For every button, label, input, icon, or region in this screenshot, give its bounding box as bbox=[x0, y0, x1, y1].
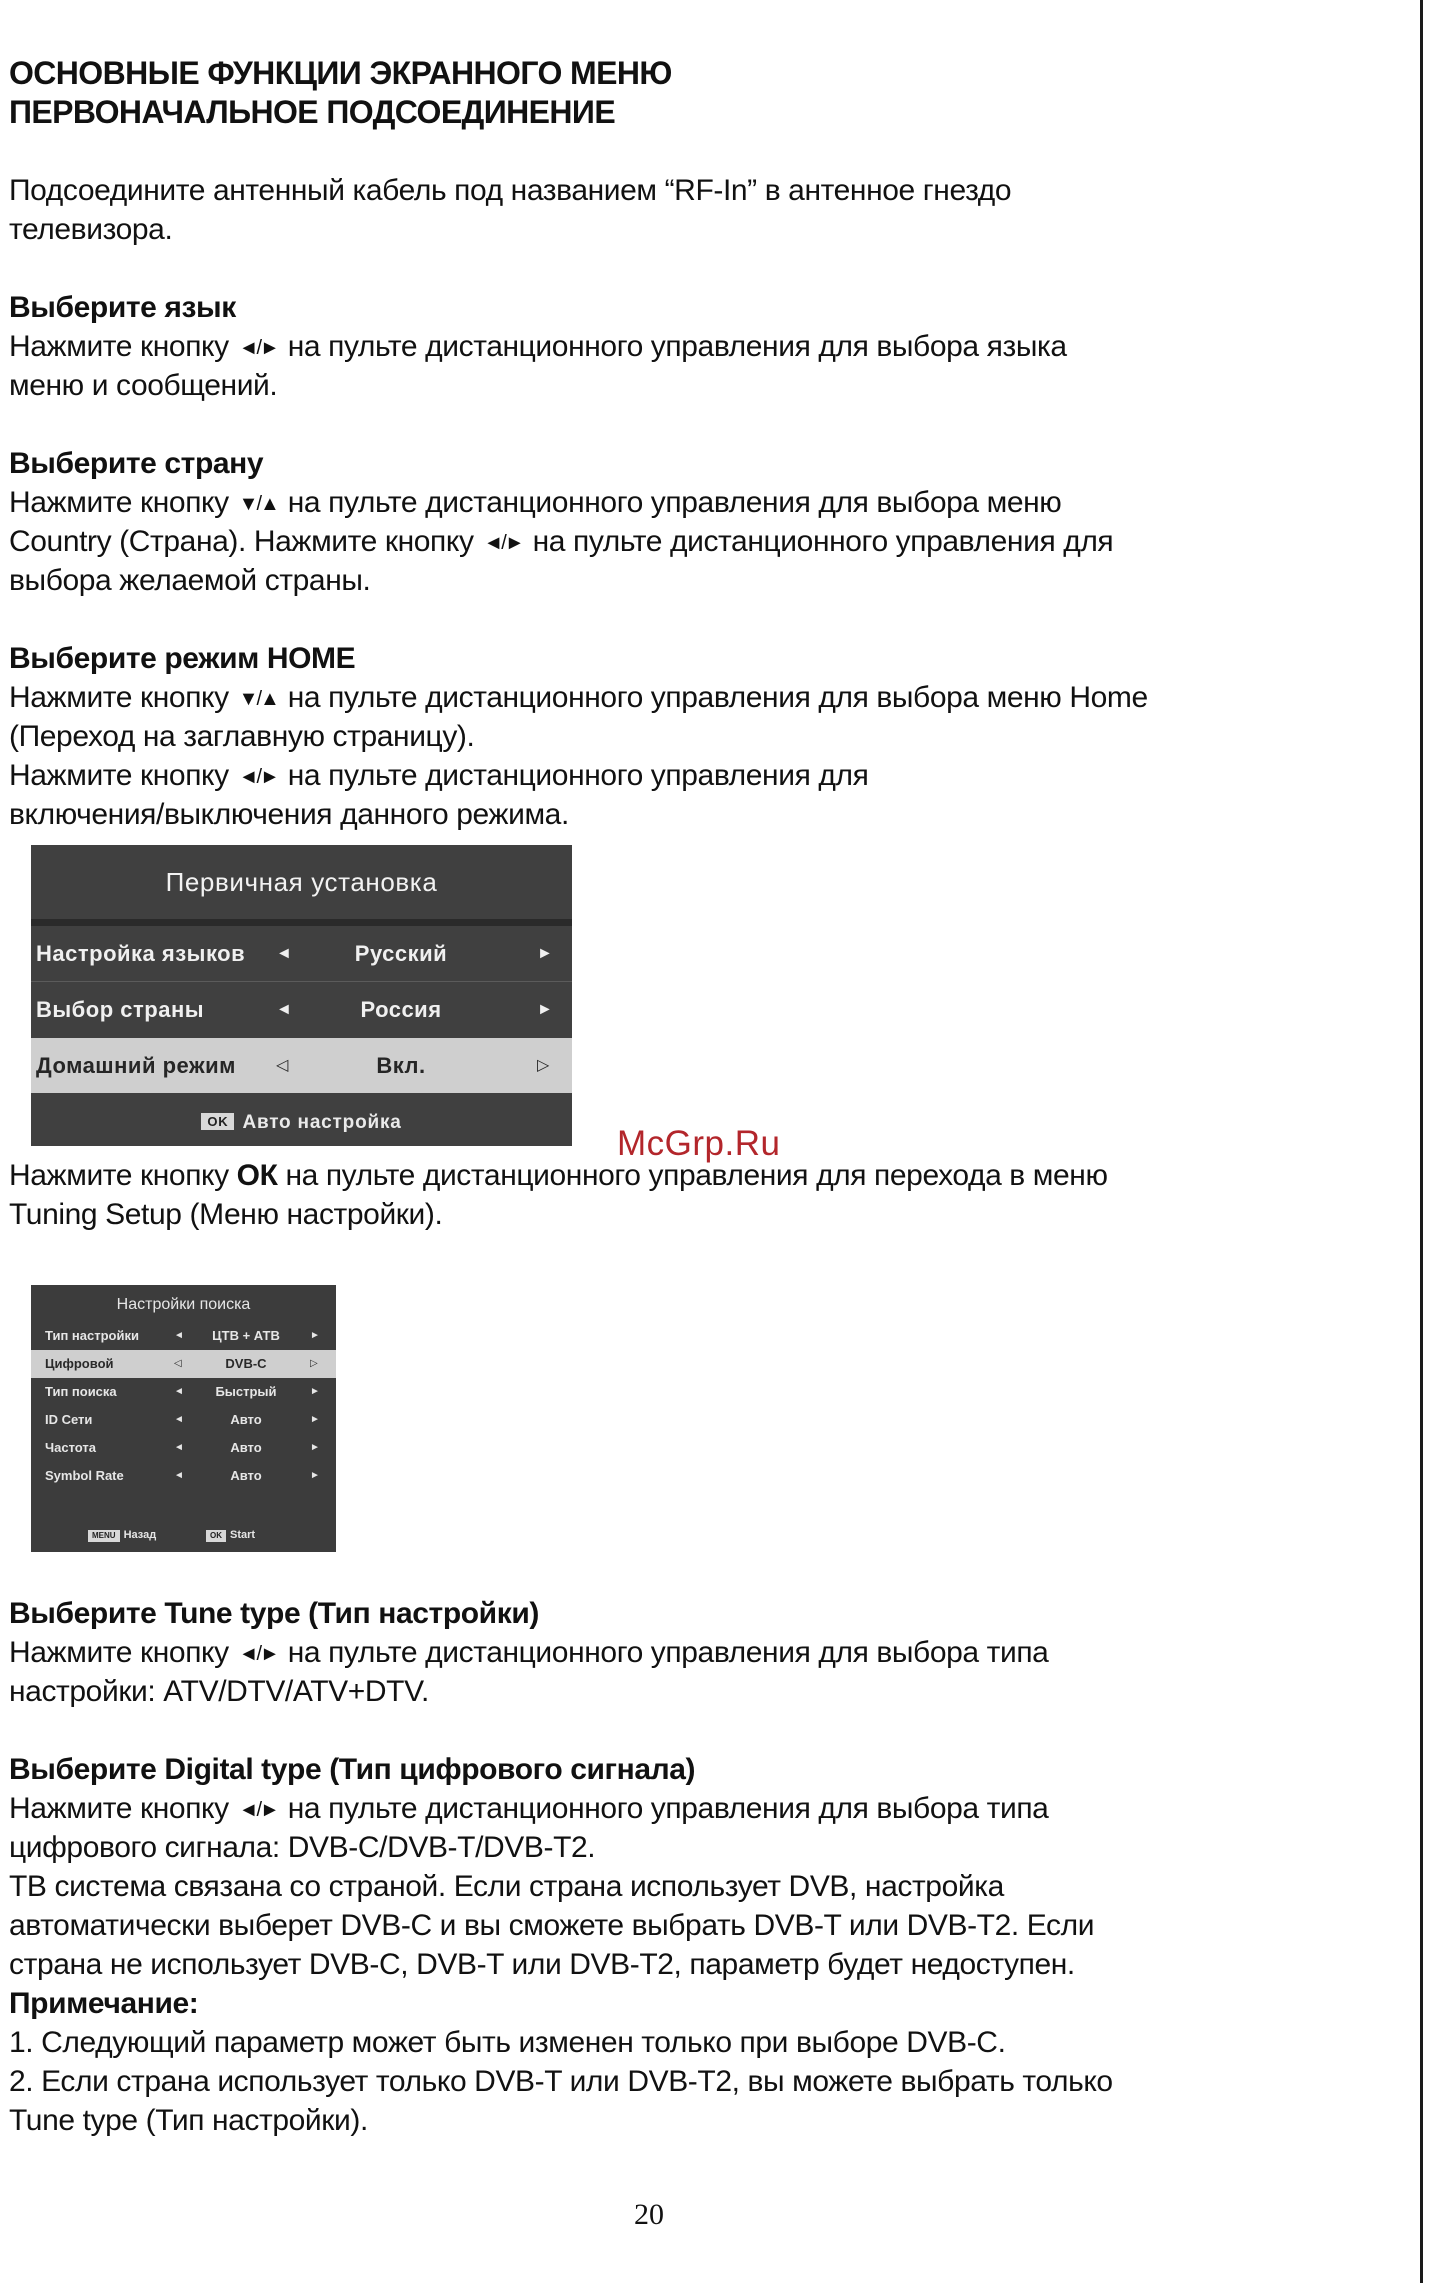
left-arrow-icon: ◁ bbox=[174, 1358, 182, 1369]
ok-line-2: Tuning Setup (Меню настройки). bbox=[9, 1198, 443, 1231]
right-arrow-icon: ► bbox=[310, 1386, 320, 1397]
home-line-1: Нажмите кнопку ▼/▲ на пульте дистанционного управления для выбора меню Home bbox=[9, 681, 1148, 714]
tune-line-2: настройки: ATV/DTV/ATV+DTV. bbox=[9, 1675, 429, 1708]
note-item-1: 1. Следующий параметр может быть изменен только при выборе DVB-C. bbox=[9, 2026, 1006, 2059]
digital-line-3: ТВ система связана со страной. Если страна использует DVB, настройка bbox=[9, 1870, 1004, 1903]
right-arrow-icon: ▷ bbox=[310, 1358, 318, 1369]
language-line-2: меню и сообщений. bbox=[9, 369, 278, 402]
left-arrow-icon: ◄ bbox=[174, 1330, 184, 1341]
right-arrow-icon: ► bbox=[310, 1330, 320, 1341]
country-line-1: Нажмите кнопку ▼/▲ на пульте дистанционного управления для выбора меню bbox=[9, 486, 1062, 519]
page-number: 20 bbox=[634, 2198, 664, 2231]
watermark: McGrp.Ru bbox=[617, 1124, 781, 1163]
note-item-2: 2. Если страна использует только DVB-T или DVB-T2, вы можете выбрать только bbox=[9, 2065, 1113, 2098]
menu-row-value: Русский bbox=[354, 941, 448, 966]
menu-row-label: Домашний режим bbox=[36, 1053, 236, 1078]
tuning-row-symbol-rate[interactable] bbox=[31, 1462, 336, 1490]
right-arrow-icon: ► bbox=[310, 1414, 320, 1425]
right-arrow-icon: ► bbox=[310, 1442, 320, 1453]
ok-line-1: Нажмите кнопку ОК на пульте дистанционного управления для перехода в меню bbox=[9, 1159, 1108, 1192]
country-line-2: Country (Страна). Нажмите кнопку ◄/► на пульте дистанционного управления для bbox=[9, 525, 1114, 558]
tuning-setup-menu bbox=[31, 1285, 336, 1552]
left-right-arrows-icon: ◄/► bbox=[238, 1799, 278, 1821]
down-up-arrows-icon: ▼/▲ bbox=[238, 493, 278, 515]
home-line-2: (Переход на заглавную страницу). bbox=[9, 720, 475, 753]
menu-row-label: Тип поиска bbox=[45, 1384, 117, 1399]
left-right-arrows-icon: ◄/► bbox=[238, 337, 278, 359]
menu-row-label: Частота bbox=[45, 1440, 97, 1455]
ok-key-icon: OK bbox=[206, 1530, 226, 1542]
menu-row-value: DVB-C bbox=[225, 1356, 267, 1371]
tuning-row-tune-type[interactable] bbox=[31, 1322, 336, 1350]
left-arrow-icon: ◄ bbox=[174, 1386, 184, 1397]
tuning-row-network-id[interactable] bbox=[31, 1406, 336, 1434]
menu-divider bbox=[31, 919, 572, 926]
left-right-arrows-icon: ◄/► bbox=[483, 532, 523, 554]
tuning-setup-title: Настройки поиска bbox=[116, 1296, 251, 1313]
menu-row-value: ЦТВ + АТВ bbox=[212, 1328, 280, 1343]
intro-line-1: Подсоедините антенный кабель под названием “RF-In” в антенное гнездо bbox=[9, 174, 1012, 207]
menu-row-label: Symbol Rate bbox=[45, 1468, 124, 1483]
menu-row-label: ID Сети bbox=[45, 1412, 93, 1427]
home-line-4: включения/выключения данного режима. bbox=[9, 798, 569, 831]
menu-row-value: Авто bbox=[230, 1412, 262, 1427]
left-arrow-icon: ◄ bbox=[174, 1470, 184, 1481]
menu-row-value: Авто bbox=[230, 1468, 262, 1483]
digital-heading: Выберите Digital type (Тип цифрового сигнала) bbox=[9, 1753, 696, 1786]
menu-row-label: Выбор страны bbox=[36, 997, 205, 1022]
note-heading: Примечание: bbox=[9, 1987, 199, 2020]
menu-row-value: Россия bbox=[360, 997, 442, 1022]
right-arrow-icon: ► bbox=[537, 945, 553, 962]
left-arrow-icon: ◄ bbox=[276, 1001, 292, 1018]
home-line-3: Нажмите кнопку ◄/► на пульте дистанционного управления для bbox=[9, 759, 869, 792]
note-item-2-cont: Tune type (Тип настройки). bbox=[9, 2104, 368, 2137]
tuning-row-search-type[interactable] bbox=[31, 1378, 336, 1406]
tune-heading: Выберите Tune type (Тип настройки) bbox=[9, 1597, 539, 1630]
heading-line-1: ОСНОВНЫЕ ФУНКЦИИ ЭКРАННОГО МЕНЮ bbox=[9, 55, 672, 91]
right-arrow-icon: ▷ bbox=[537, 1057, 550, 1074]
menu-row-country[interactable] bbox=[31, 982, 572, 1037]
left-arrow-icon: ◄ bbox=[276, 945, 292, 962]
menu-row-language[interactable] bbox=[31, 926, 572, 981]
digital-line-4: автоматически выберет DVB-C и вы сможете выбрать DVB-T или DVB-T2. Если bbox=[9, 1909, 1095, 1942]
left-right-arrows-icon: ◄/► bbox=[238, 1643, 278, 1665]
left-right-arrows-icon: ◄/► bbox=[238, 766, 278, 788]
right-arrow-icon: ► bbox=[310, 1470, 320, 1481]
right-arrow-icon: ► bbox=[537, 1001, 553, 1018]
down-up-arrows-icon: ▼/▲ bbox=[238, 688, 278, 710]
left-arrow-icon: ◁ bbox=[276, 1057, 289, 1074]
auto-tuning-label: Авто настройка bbox=[242, 1112, 402, 1133]
tuning-row-digital[interactable] bbox=[31, 1350, 336, 1378]
digital-line-1: Нажмите кнопку ◄/► на пульте дистанционного управления для выбора типа bbox=[9, 1792, 1049, 1825]
start-hint[interactable]: OK Start bbox=[206, 1529, 255, 1542]
tuning-footer bbox=[31, 1520, 336, 1552]
auto-tuning-footer[interactable] bbox=[31, 1100, 572, 1146]
language-line-1: Нажмите кнопку ◄/► на пульте дистанционного управления для выбора языка bbox=[9, 330, 1067, 363]
menu-row-home-mode[interactable] bbox=[31, 1038, 572, 1093]
heading-line-2: ПЕРВОНАЧАЛЬНОЕ ПОДСОЕДИНЕНИЕ bbox=[9, 94, 616, 130]
language-heading: Выберите язык bbox=[9, 291, 236, 324]
menu-row-value: Быстрый bbox=[215, 1384, 277, 1399]
menu-row-label: Цифровой bbox=[45, 1356, 114, 1371]
intro-line-2: телевизора. bbox=[9, 213, 173, 246]
digital-line-2: цифрового сигнала: DVB-C/DVB-T/DVB-T2. bbox=[9, 1831, 596, 1864]
menu-key-icon: MENU bbox=[88, 1530, 120, 1542]
left-arrow-icon: ◄ bbox=[174, 1442, 184, 1453]
menu-row-value: Авто bbox=[230, 1440, 262, 1455]
tune-line-1: Нажмите кнопку ◄/► на пульте дистанционного управления для выбора типа bbox=[9, 1636, 1049, 1669]
initial-setup-menu bbox=[31, 845, 572, 1146]
country-line-3: выбора желаемой страны. bbox=[9, 564, 371, 597]
country-heading: Выберите страну bbox=[9, 447, 264, 480]
menu-row-value: Вкл. bbox=[376, 1053, 426, 1078]
initial-setup-title: Первичная установка bbox=[165, 867, 438, 897]
digital-line-5: страна не использует DVB-C, DVB-T или DVB-T2, параметр будет недоступен. bbox=[9, 1948, 1075, 1981]
page-edge-rule bbox=[1420, 0, 1423, 2283]
home-heading: Выберите режим HOME bbox=[9, 642, 356, 675]
ok-key-icon: OK bbox=[201, 1113, 234, 1130]
back-hint[interactable]: MENU Назад bbox=[88, 1529, 156, 1542]
left-arrow-icon: ◄ bbox=[174, 1414, 184, 1425]
menu-row-label: Тип настройки bbox=[45, 1328, 139, 1343]
menu-row-label: Настройка языков bbox=[36, 941, 246, 966]
tuning-row-frequency[interactable] bbox=[31, 1434, 336, 1462]
